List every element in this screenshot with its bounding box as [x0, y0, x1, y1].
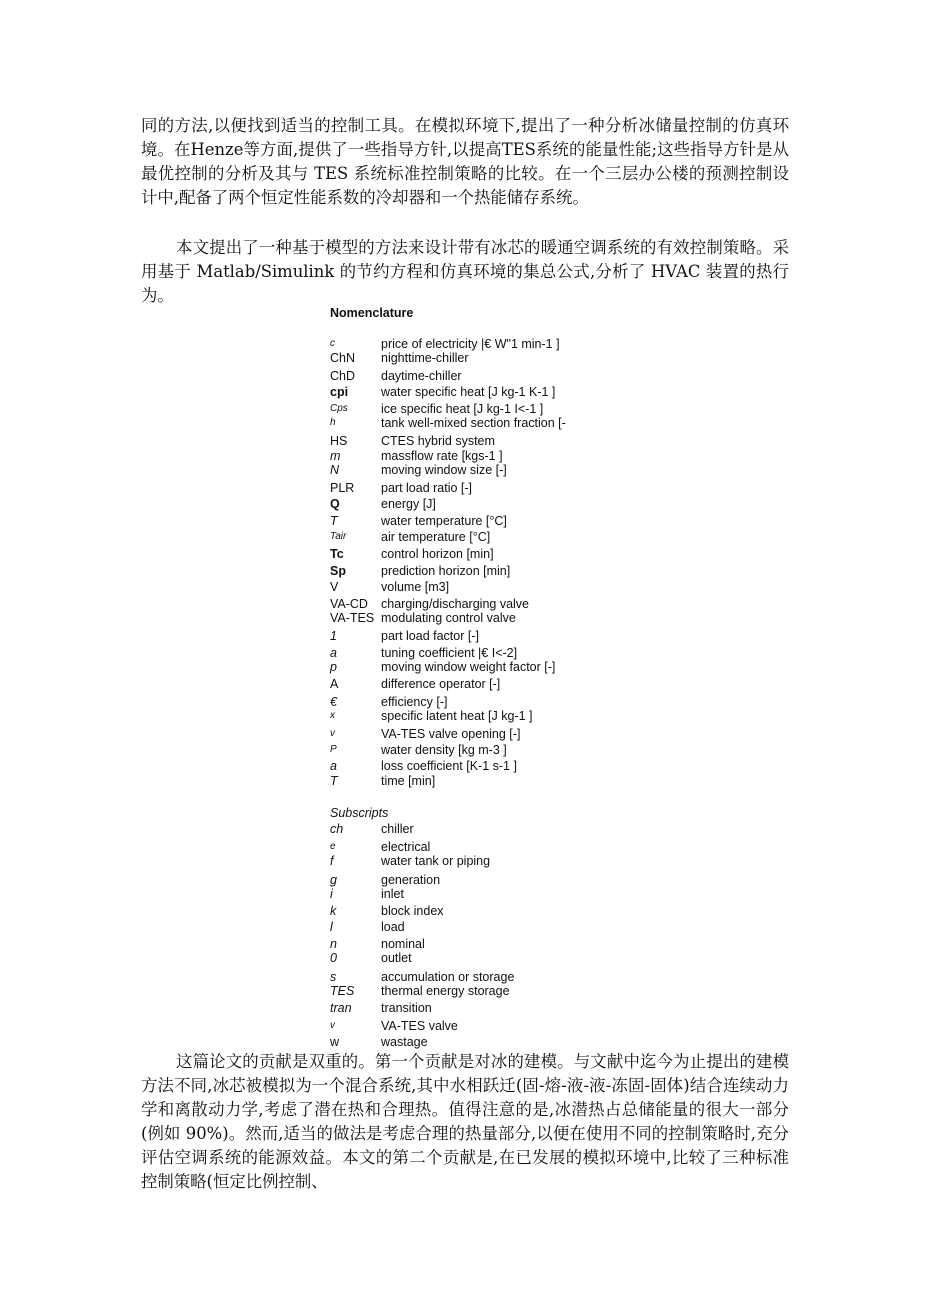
- nomenclature-item: HS CTES hybrid system: [330, 434, 495, 448]
- paragraph-3: 这篇论文的贡献是双重的。第一个贡献是对冰的建模。与文献中迄今为止提出的建模方法不同,冰芯被模拟为一个混合系统,其中水相跃迁(固-熔-液-液-冻固-固体)结合连续动力学和离散动力学,考虑了潜在热和合理热。值得注意的是,冰潜热占总储能量的很大一部分(例如 90%)。然而,适当的做法是考虑合理的热量部分,以便在使用不同的控制策略时,充分评估空调系统的能源效益。本文的第二个贡献是,在已发展的模拟环境中,比较了三种标准控制策略(恒定比例控制、: [141, 1052, 789, 1191]
- nomenclature-item: PLR part load ratio [-]: [330, 481, 473, 495]
- nomenclature-item: cpi water specific heat [J kg-1 K-1 ]: [330, 385, 556, 399]
- nomenclature-item: 1 part load factor [-]: [330, 629, 479, 643]
- nomenclature-item: h tank well-mixed section fraction [-: [330, 416, 566, 430]
- subscript-item: v VA-TES valve: [330, 1019, 458, 1033]
- nomenclature-item: a tuning coefficient |€ I<-2]: [330, 646, 518, 660]
- paragraph-1: 同的方法,以便找到适当的控制工具。在模拟环境下,提出了一种分析冰储量控制的仿真环境。在Henze等方面,提供了一些指导方针,以提高TES系统的能量性能;这些指导方针是从最优控制的分析及其与 TES 系统标准控制策略的比较。在一个三层办公楼的预测控制设计中,配备了两个恒定性能系数的冷却器和一个热能储存系统。: [141, 116, 789, 207]
- subscript-item: f water tank or piping: [330, 854, 491, 868]
- nomenclature-item: V volume [m3]: [330, 580, 450, 594]
- nomenclature-item: VA-CD charging/discharging valve: [330, 597, 530, 611]
- subscript-item: l load: [330, 920, 405, 934]
- nomenclature-item: p moving window weight factor [-]: [330, 660, 556, 674]
- subscript-item: 0 outlet: [330, 951, 412, 965]
- nomenclature-item: c price of electricity |€ W"1 min-1 ]: [330, 337, 560, 351]
- nomenclature-item: v VA-TES valve opening [-]: [330, 727, 521, 741]
- nomenclature-item: Cps ice specific heat [J kg-1 I<-1 ]: [330, 402, 544, 416]
- nomenclature-item: ChN nighttime-chiller: [330, 351, 469, 365]
- nomenclature-item: ChD daytime-chiller: [330, 369, 462, 383]
- nomenclature-item: N moving window size [-]: [330, 463, 507, 477]
- nomenclature-item: Q energy [J]: [330, 497, 436, 511]
- nomenclature-item: a loss coefficient [K-1 s-1 ]: [330, 759, 517, 773]
- nomenclature-item: Tc control horizon [min]: [330, 547, 494, 561]
- nomenclature-item: T water temperature [°C]: [330, 514, 507, 528]
- nomenclature-item: Sp prediction horizon [min]: [330, 564, 511, 578]
- nomenclature-item: P water density [kg m-3 ]: [330, 743, 507, 757]
- nomenclature-item: x specific latent heat [J kg-1 ]: [330, 709, 533, 723]
- nomenclature-item: € efficiency [-]: [330, 695, 448, 709]
- subscript-item: ch chiller: [330, 822, 414, 836]
- subscript-item: i inlet: [330, 887, 404, 901]
- nomenclature-item: T time [min]: [330, 774, 436, 788]
- subscript-item: n nominal: [330, 937, 425, 951]
- subscripts-heading: Subscripts: [330, 806, 389, 820]
- subscript-item: s accumulation or storage: [330, 970, 515, 984]
- subscript-item: e electrical: [330, 840, 431, 854]
- nomenclature-item: Tair air temperature [°C]: [330, 530, 491, 544]
- nomenclature-item: m massflow rate [kgs-1 ]: [330, 449, 503, 463]
- subscript-item: tran transition: [330, 1001, 432, 1015]
- subscript-item: w wastage: [330, 1035, 428, 1049]
- nomenclature-item: A difference operator [-]: [330, 677, 501, 691]
- paragraph-2: 本文提出了一种基于模型的方法来设计带有冰芯的暖通空调系统的有效控制策略。采用基于 Matlab/Simulink 的节约方程和仿真环境的集总公式,分析了 HVAC 装置的热行为。: [141, 238, 789, 305]
- subscript-item: TES thermal energy storage: [330, 984, 510, 998]
- nomenclature-item: VA-TES modulating control valve: [330, 611, 516, 625]
- subscript-item: g generation: [330, 873, 441, 887]
- subscript-item: k block index: [330, 904, 444, 918]
- nomenclature-heading: Nomenclature: [330, 306, 414, 320]
